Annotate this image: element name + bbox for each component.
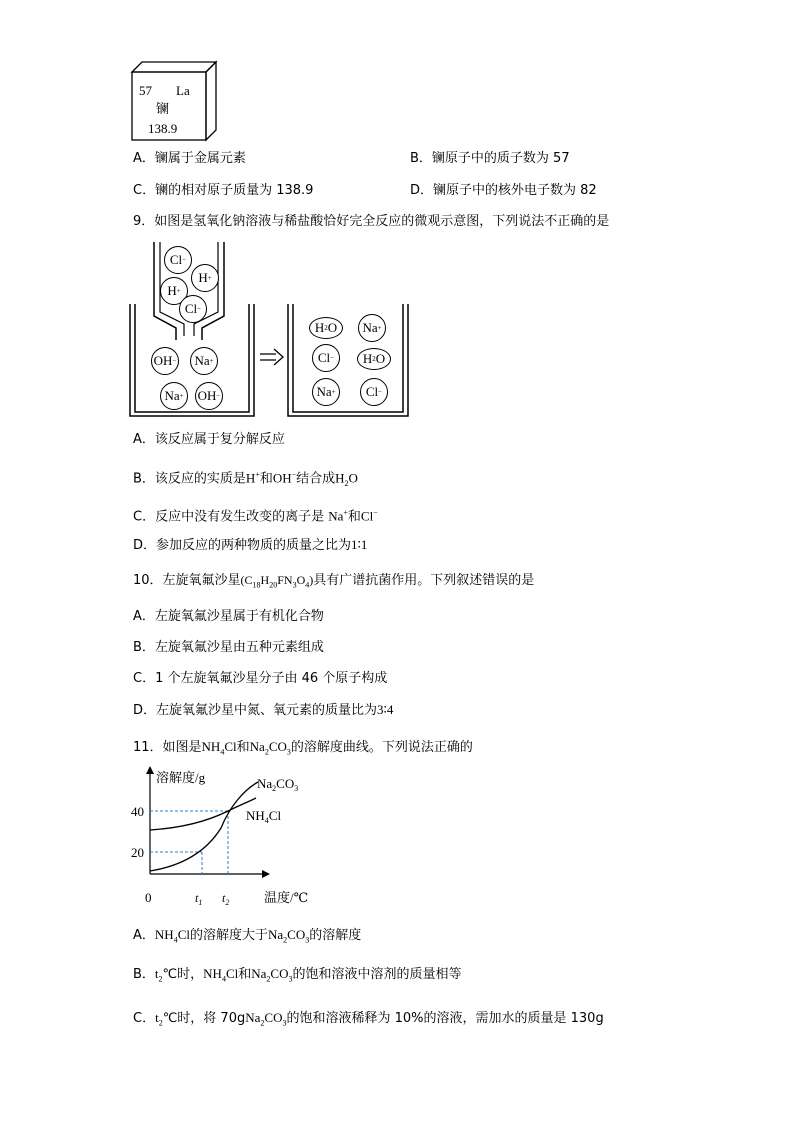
q11-option-c: C．$t_2℃$时，将 $70gNa_2CO_3$的饱和溶液稀释为 10%的溶液，需加水的质量是 130g xyxy=(133,1010,604,1028)
q10-option-c: C．1 个左旋氧氟沙星分子由 46 个原子构成 xyxy=(133,671,388,686)
ion-dropper-3: Cl − xyxy=(179,295,207,323)
solubility-chart xyxy=(126,766,326,908)
y-axis-arrow xyxy=(146,766,154,774)
x-tick-t2: $t_2$ xyxy=(222,891,230,907)
x-axis-label: 温度/℃ xyxy=(264,890,309,905)
nh4cl-formula: $NH_4Cl$ xyxy=(201,739,237,757)
ion-right-solution-5: Cl − xyxy=(360,378,388,406)
q9-option-a: A．该反应属于复分解反应 xyxy=(133,432,285,447)
q9-option-d: D．参加反应的两种物质的质量之比为1∶1 xyxy=(133,537,368,553)
legend-na2co3: $Na_2CO_3$ xyxy=(257,776,299,793)
ion-dropper-0: Cl − xyxy=(164,246,192,274)
ion-left-solution-2: Na + xyxy=(160,382,188,410)
y-tick-20: 20 xyxy=(131,845,144,860)
na2co3-formula: $Na_2CO_3$ xyxy=(249,739,291,757)
origin-label: 0 xyxy=(145,890,152,905)
ion-left-solution-0: OH − xyxy=(151,347,179,375)
element-mass: 138.9 xyxy=(148,121,178,136)
q10-stem: 10．左旋氧氟沙星$(C_{18}H_{20}FN_3O_4)$具有广谱抗菌作用。下列叙述错误的是 xyxy=(133,573,535,590)
ion-right-solution-0: H 2 O xyxy=(309,317,343,339)
series-na2co3-curve xyxy=(150,782,258,871)
ion-dropper-1: H + xyxy=(191,264,219,292)
element-name: 镧 xyxy=(156,102,170,117)
q10-option-d: D．左旋氧氟沙星中氮、氧元素的质量比为3∶4 xyxy=(133,702,394,718)
q9-option-b: B．该反应的实质是H+和OH−结合成$H_2O$ xyxy=(133,470,358,488)
q10-option-b: B．左旋氧氟沙星由五种元素组成 xyxy=(133,640,324,655)
q9-stem: 9．如图是氢氧化钠溶液与稀盐酸恰好完全反应的微观示意图，下列说法不正确的是 xyxy=(133,214,610,229)
q9-option-c: C．反应中没有发生改变的离子是 Na+和Cl− xyxy=(133,508,378,525)
y-tick-40: 40 xyxy=(131,804,144,819)
element-symbol: La xyxy=(176,83,190,98)
series-nh4cl-curve xyxy=(150,798,256,830)
q8-option-d: D．镧原子中的核外电子数为 82 xyxy=(410,183,597,198)
ion-left-solution-3: OH − xyxy=(195,382,223,410)
element-number: 57 xyxy=(139,83,152,98)
y-axis-label: 溶解度/g xyxy=(156,770,206,785)
ion-right-solution-2: Cl − xyxy=(312,344,340,372)
q11-option-a: A．$NH_4Cl$的溶解度大于$Na_2CO_3$的溶解度 xyxy=(133,927,362,945)
q11-stem: 11．如图是$NH_4Cl$和$Na_2CO_3$的溶解度曲线。下列说法正确的 xyxy=(133,739,473,757)
ion-dropper-2: H + xyxy=(160,277,188,305)
x-axis-arrow xyxy=(262,870,270,878)
ion-left-solution-1: Na + xyxy=(190,347,218,375)
q8-option-a: A．镧属于金属元素 xyxy=(133,151,246,166)
legend-nh4cl: $NH_4Cl$ xyxy=(246,808,282,825)
q8-option-c: C．镧的相对原子质量为 138.9 xyxy=(133,183,314,198)
ion-right-solution-3: H 2 O xyxy=(357,348,391,370)
q11-option-b: B．$t_2℃$时，$NH_4Cl$和$Na_2CO_3$的饱和溶液中溶剂的质量相等 xyxy=(133,966,462,984)
x-tick-t1: $t_1$ xyxy=(195,891,203,907)
q8-option-b: B．镧原子中的质子数为 57 xyxy=(410,151,570,166)
q10-option-a: A．左旋氧氟沙星属于有机化合物 xyxy=(133,609,324,624)
ion-right-solution-1: Na + xyxy=(358,314,386,342)
ion-right-solution-4: Na + xyxy=(312,378,340,406)
q10-formula: $(C_{18}H_{20}FN_3O_4)$ xyxy=(240,573,314,590)
